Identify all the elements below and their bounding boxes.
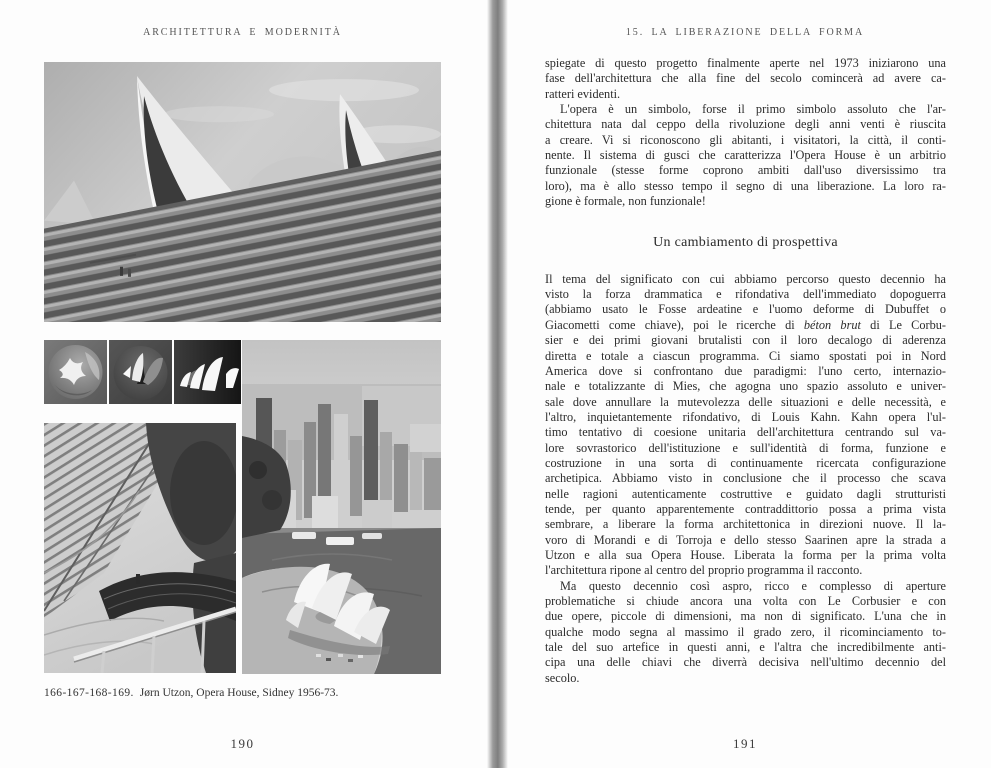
text-line: sale dove annullare la mutevolezza delle situazioni e delle necessità, e: [545, 394, 946, 409]
text-line: archetipica. Abbiamo visto in conclusione che il processo che scava: [545, 471, 946, 486]
sphere-model-photo-1: [44, 340, 107, 404]
text-line: costruzione in una sorta di continuamente ricercata configurazione: [545, 455, 946, 470]
text-line: secolo.: [545, 670, 580, 685]
opera-house-steps-photo: [44, 62, 441, 322]
text-line: (abbiamo usato le Fosse ardeatine e l'uomo deforme di Dubuffet o: [545, 302, 946, 317]
sphere-model-photo-2: [109, 340, 172, 404]
text-line: problematiche si chiude ancora una volta con Le Corbusier e con: [545, 594, 946, 608]
text-line: voro di Morandi e di Torroja e dello stesso Saarinen apre la strada a: [545, 532, 946, 547]
sail-silhouette-photo: [174, 340, 241, 404]
text-line: fase dell'architettura che alla fine del secolo comincerà ad avere ca-: [545, 71, 946, 86]
text-line: diretta e totale a ciascun programma. Ci siamo spostati poi in Nord: [545, 348, 946, 363]
text-line: gione è formale, non funzionale!: [545, 194, 706, 209]
caption-numbers: 166-167-168-169.: [44, 687, 134, 699]
interior-concourse-photo: [44, 423, 236, 673]
interior-illustration: [44, 423, 236, 673]
text-line: tale del suo artefice in questi anni, e l'altra che incredibilmente anti-: [545, 640, 946, 655]
text-line: qualche modo segna al massimo il grado zero, il ricominciamento to-: [545, 624, 946, 639]
text-line: sier e dei primi giovani brutalisti con il loro decalogo di aderenza: [545, 333, 946, 348]
text-line: l'altro, inquietantemente rifondativo, di Louis Kahn. Kahn opera l'ul-: [545, 409, 946, 424]
text-line: visto la forza drammatica e rifondativa dell'immediato dopoguerra: [545, 287, 946, 302]
text-line: l'architettura ripone al centro del proprio programma il racconto.: [545, 563, 863, 578]
aerial-illustration: [242, 340, 441, 674]
binding-gutter-shadow: [487, 0, 508, 768]
text-line: timo tentativo di coesione unitaria dell'architettura centrando sul va-: [545, 425, 946, 440]
caption-text: Jørn Utzon, Opera House, Sidney 1956-73.: [139, 687, 339, 699]
text-line: chitettura nata dal ceppo della rivoluzione degli anni venti è riuscita: [545, 117, 946, 132]
text-line: L'opera è un simbolo, forse il primo simbolo assoluto che l'ar-: [560, 102, 946, 117]
sphere-model-2-illustration: [109, 340, 172, 404]
body-text: [545, 56, 946, 686]
text-line: tende, per quanto apparentemente contraddittorio possa a prima vista: [545, 501, 946, 516]
text-line: America dove si confrontano due paradigmi: l'uno certo, internazio-: [545, 363, 946, 378]
text-line: spiegate di questo progetto finalmente aperte nel 1973 iniziarono una: [545, 56, 946, 70]
running-head-left: ARCHITETTURA E MODERNITÀ: [143, 27, 342, 38]
text-line: due opere, piccole di dimensioni, ma non di significato. L'una che in: [545, 609, 946, 624]
text-line: a creare. Vi si riconoscono gli abitanti, i visitatori, la città, il conti-: [545, 132, 946, 147]
text-line: cipa una delle chiavi che diverrà decisiva nell'ultimo decennio del: [545, 655, 946, 670]
page-number-right: 191: [733, 736, 757, 751]
page-number-left: 190: [230, 736, 255, 751]
sphere-model-1-illustration: [44, 340, 107, 404]
text-line: Giacometti come chiave), poi le ricerche di béton brut di Le Corbu-: [545, 317, 946, 332]
caption: [44, 687, 464, 699]
sail-silhouette-illustration: [174, 340, 241, 404]
text-line: ratteri evidenti.: [545, 86, 621, 101]
running-head-right: 15. LA LIBERAZIONE DELLA FORMA: [625, 27, 865, 38]
text-line: nente. Il sistema di gusci che caratterizza l'Opera House è un arbitrio: [545, 148, 946, 163]
opera-house-steps-illustration: [44, 62, 441, 322]
text-line: loro), ma è allo stesso tempo il segno di una liberazione. La loro ra-: [545, 178, 946, 193]
aerial-harbour-photo: [242, 340, 441, 674]
text-line: sembrare, a liberare la forma architettonica in direzioni nuove. Il la-: [545, 517, 946, 532]
text-line: lore sovrastorico dell'istituzione e sull'identità di forma, funzione e: [545, 440, 946, 455]
text-line: nale e totalizzante di Mies, che agogna uno spazio assoluto e univer-: [545, 379, 946, 394]
text-line: Ma questo decennio così aspro, ricco e complesso di aperture: [560, 578, 946, 593]
text-line: Utzon e alla sua Opera House. Liberata la forma per la prima volta: [545, 547, 946, 562]
text-line: funzionale (stesse forme coprono ambiti dall'uso diversissimo tra: [545, 163, 946, 178]
text-line: Il tema del significato con cui abbiamo percorso questo decennio ha: [545, 271, 946, 286]
text-line: nelle ragioni autenticamente costruttive e guidato dagli strutturisti: [545, 486, 946, 501]
section-heading: Un cambiamento di prospettiva: [653, 235, 838, 251]
